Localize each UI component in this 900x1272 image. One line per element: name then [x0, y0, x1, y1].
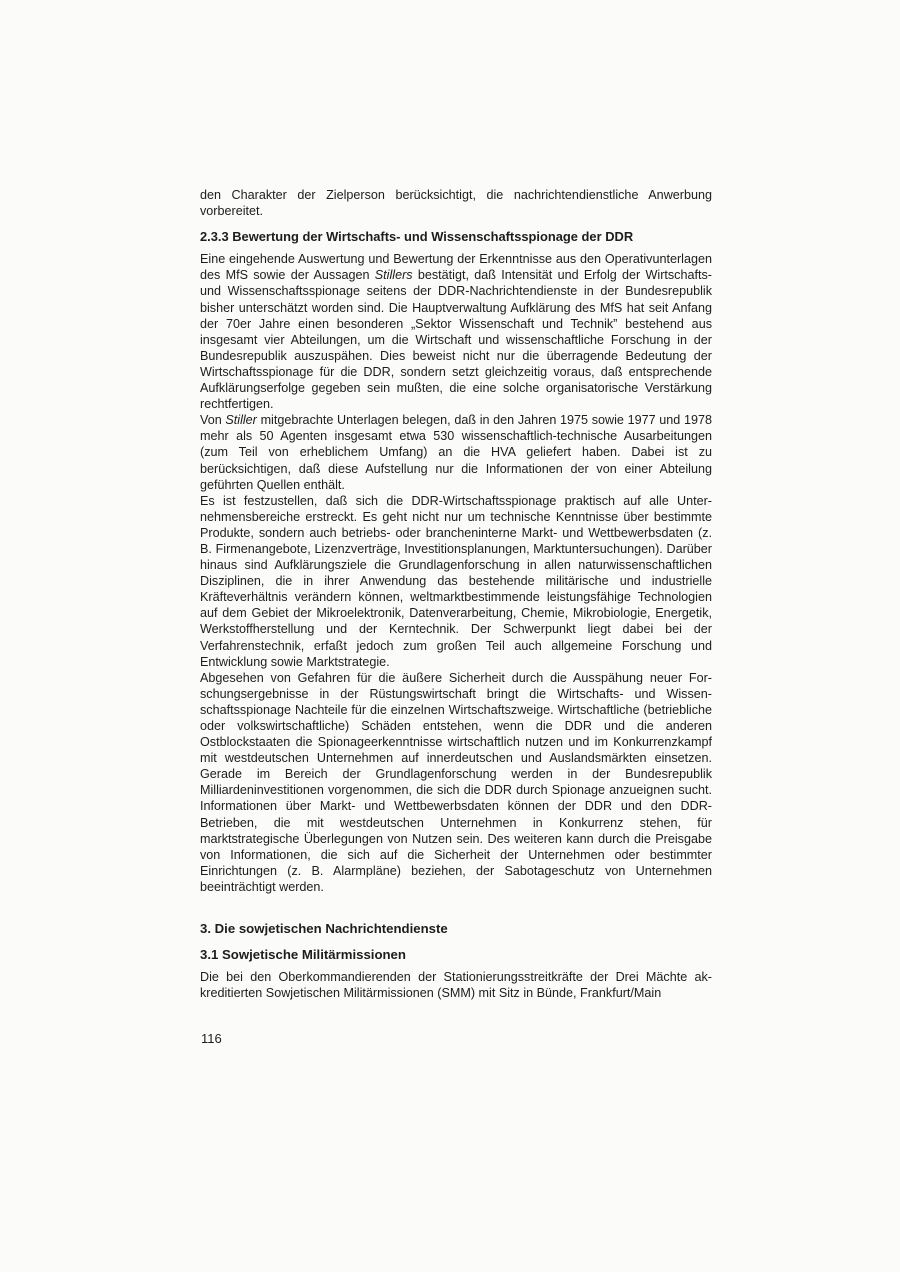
section-2-3-3-paragraph-3: Es ist festzustellen, daß sich die DDR-Wirtschaftsspionage praktisch auf alle Unternehmensbereiche erstreckt. Es geht nicht nur um technische Kenntnisse über bestimmte Produkte, sondern auch betriebs- oder brancheninterne Markt- und Wettbewerbsdaten (z. B. Firmenangebote, Lizenzverträge, Investitionsplanungen, Marktuntersuchungen). Darüber hinaus sind Aufklärungsziele die Grundlagenforschung in allen naturwissenschaftlichen Disziplinen, die in ihrer Anwendung das bestehende militärische und industrielle Kräfteverhältnis verändern können, weltmarktbestimmende leistungsfähige Technologien auf dem Gebiet der Mikroelektronik, Datenverarbeitung, Chemie, Mikrobiologie, Energetik, Werkstoffherstellung und der Kerntechnik. Der Schwerpunkt liegt dabei bei der Verfahrenstechnik, erfaßt jedoch zum großen Teil auch allgemeine Forschung und Entwicklung sowie Marktstrategie.: [200, 493, 712, 669]
section-2-3-3-paragraph-4: Abgesehen von Gefahren für die äußere Sicherheit durch die Ausspähung neuer Forschungsergebnisse in der Rüstungswirtschaft bringt die Wirtschafts- und Wissenschaftsspionage Nachteile für die einzelnen Wirtschaftszweige. Wirtschaftliche (betriebliche oder volkswirtschaftliche) Schäden entstehen, wenn die DDR und die anderen Ostblockstaaten die Spionageerkenntnisse wirtschaftlich nutzen und im Konkurrenzkampf mit westdeutschen Unternehmen auf innerdeutschen und Auslandsmärkten einsetzen. Gerade im Bereich der Grundlagenforschung werden in der Bundesrepublik Milliardeninvestitionen vorgenommen, die sich die DDR durch Spionage anzueignen sucht. Informationen über Markt- und Wettbewerbsdaten können der DDR und den DDR-Betrieben, die mit westdeutschen Unternehmen in Konkurrenz stehen, für marktstrategische Überlegungen von Nutzen sein. Des weiteren kann durch die Preisgabe von Informationen, die sich auf die Sicherheit der Unternehmen oder bestimmter Einrichtungen (z. B. Alarmpläne) beziehen, der Sabotageschutz von Unternehmen beeinträchtigt werden.: [200, 670, 712, 894]
section-2-3-3-paragraph-1: [200, 251, 712, 412]
section-3-heading: 3. Die sowjetischen Nachrichtendienste: [200, 921, 448, 937]
paragraph-text: Eine eingehende Auswertung und Bewertung der Erkenntnisse aus den Operativunterlagen des MfS sowie der Aussagen: [200, 252, 712, 283]
person-name: Stiller: [225, 413, 257, 428]
paragraph-text: Von: [200, 413, 226, 428]
paragraph-text: mitgebrachte Unterlagen belegen, daß in den Jahren 1975 sowie 1977 und 1978 mehr als 50 Agenten insgesamt etwa 530 wissenschaftlich-technische Ausarbeitungen (zum Teil von erheblichem Umfang) an die HVA geliefert haben. Dabei ist zu berücksichtigen, daß diese Aufstellung nur die Informationen der von einer Abteilung geführten Quellen enthält.: [200, 413, 712, 492]
section-3-1-paragraph-1: Die bei den Oberkommandierenden der Stationierungsstreitkräfte der Drei Mächte akkreditierten Sowjetischen Militärmissionen (SMM) mit Sitz in Bünde, Frankfurt/Main: [200, 970, 712, 1001]
section-2-3-3-heading: 2.3.3 Bewertung der Wirtschafts- und Wissenschaftsspionage der DDR: [200, 229, 634, 245]
intro-paragraph: den Charakter der Zielperson berücksichtigt, die nachrichtendienstliche Anwerbung vorbereitet.: [200, 188, 712, 219]
paragraph-text: bestätigt, daß Intensität und Erfolg der Wirtschafts- und Wissenschaftsspionage seitens der DDR-Nachrichtendienste in der Bundesrepublik bisher unterschätzt worden sind. Die Hauptverwaltung Aufklärung des MfS hat seit Anfang der 70er Jahre einen besonderen „Sektor Wissenschaft und Technik” bestehend aus insgesamt vier Abteilungen, um die Wirtschaft und wissenschaftliche Forschung in der Bundesrepublik auszuspähen. Dies beweist nicht nur die überragende Bedeutung der Wirtschaftsspionage für die DDR, sondern setzt gleichzeitig voraus, daß entsprechende Aufklärungserfolge gegeben sein mußten, die eine solche organisatorische Verstärkung rechtfertigen.: [200, 268, 712, 412]
page-number: 116: [201, 1031, 222, 1046]
section-3-1-heading: 3.1 Sowjetische Militärmissionen: [200, 947, 406, 963]
section-2-3-3-paragraph-2: [200, 412, 712, 492]
page-body: [200, 187, 712, 1001]
person-name: Stillers: [374, 268, 413, 283]
